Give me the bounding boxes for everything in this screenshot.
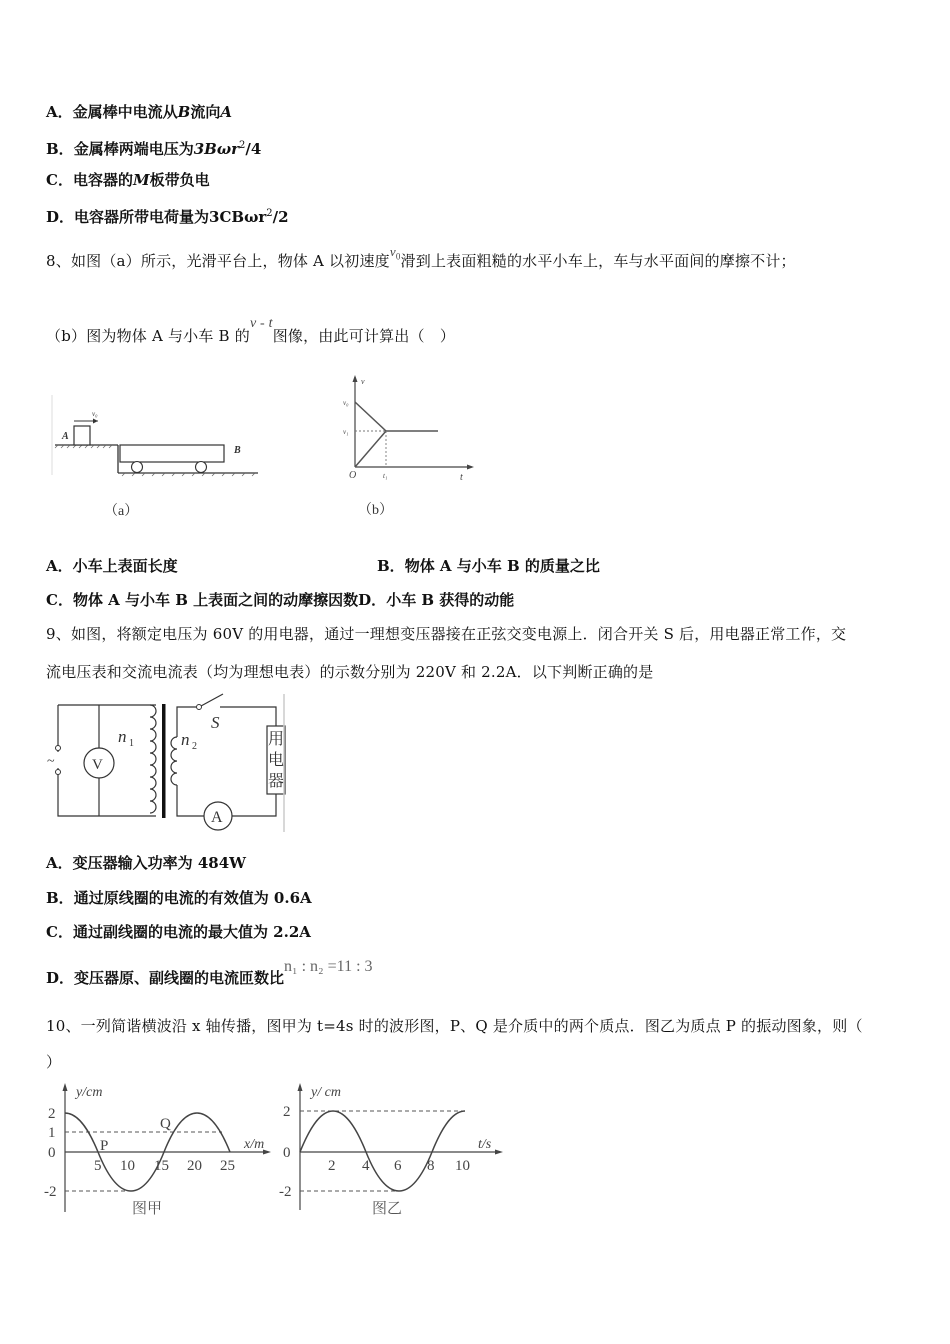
label-n2-sub: 2 (192, 741, 197, 752)
option-label: D． (46, 969, 75, 987)
primary-coil-icon (150, 705, 156, 813)
figure-b-vt-graph (340, 372, 480, 522)
stem-text: 8、如图（a）所示，光滑平台上，物体 A 以初速度 (46, 252, 390, 270)
stem-text: 滑到上表面粗糙的水平小车上，车与水平面间的摩擦不计； (400, 252, 796, 270)
option-label: A． (46, 103, 73, 121)
option-text: 金属棒中电流从 (72, 103, 178, 121)
option-text: 电容器所带电荷量为 (74, 208, 210, 226)
superscript: 2 (266, 208, 273, 219)
q8-stem-line1 (46, 244, 796, 277)
cart-b (120, 445, 224, 462)
svg-text:y/ cm (309, 1085, 341, 1100)
expression: 3Bωr (193, 140, 240, 158)
vibration-graph-yi (275, 1080, 510, 1225)
switch-lever (201, 694, 223, 706)
option-text: 小车上表面长度 (72, 557, 178, 575)
load-char: 电 (268, 750, 285, 769)
caption-yi: 图乙 (372, 1199, 403, 1217)
q8-stem-line2 (46, 316, 456, 348)
y-tick: -2 (44, 1184, 57, 1200)
symbol-b: B (177, 103, 191, 121)
q7-option-c (46, 170, 210, 190)
label-n2: n (181, 730, 190, 749)
label-a: A (62, 431, 69, 442)
transformer-core (162, 704, 166, 818)
x-axis-label: t/s (478, 1137, 492, 1152)
label-n1: n (118, 727, 127, 746)
block-a (74, 426, 90, 445)
q7-option-d (46, 204, 289, 227)
load-char: 器 (268, 771, 285, 790)
svg-text:y/cm (74, 1085, 102, 1100)
point-p-label: P (100, 1138, 109, 1154)
wheel-icon (196, 462, 207, 473)
q7-option-a (46, 102, 232, 122)
caption-a: （a） (104, 504, 139, 519)
wheel-icon (132, 462, 143, 473)
x-tick: 2 (328, 1158, 336, 1174)
option-text: 变压器输入功率为 484W (72, 854, 247, 872)
q9-option-c (46, 922, 311, 942)
option-text: 流向 (190, 103, 221, 121)
v0-symbol (389, 244, 401, 262)
option-text: 电容器的 (72, 171, 133, 189)
q9-stem-line1: 9、如图，将额定电压为 60V 的用电器，通过一理想变压器接在正弦交变电源上．闭合开关 S 后，用电器正常工作，交 (46, 625, 847, 643)
y-tick: 2 (283, 1104, 291, 1120)
option-label: C． (46, 591, 73, 609)
axis-label-t: t (460, 472, 463, 483)
option-label: B． (46, 889, 74, 907)
option-label: B． (377, 557, 405, 575)
q9-option-b (46, 888, 312, 908)
option-text: 物体 A 与小车 B 上表面之间的动摩擦因数 (72, 591, 359, 609)
q8-option-c-d (46, 590, 514, 610)
option-label: B． (46, 140, 74, 158)
option-label: A． (46, 557, 73, 575)
option-label: C． (46, 171, 73, 189)
switch-pivot (197, 705, 202, 710)
x-axis-label: x/m (244, 1137, 265, 1152)
figure-a-diagram (50, 395, 270, 525)
y-axis-label: y/cm (76, 1085, 103, 1100)
y-tick: -2 (279, 1184, 292, 1200)
x-tick: 10 (455, 1158, 470, 1174)
x-tick: 6 (394, 1158, 402, 1174)
caption-jia: 图甲 (132, 1199, 163, 1217)
symbol-m: M (132, 171, 150, 189)
option-text: 板带负电 (149, 171, 210, 189)
option-text: 变压器原、副线圈的电流匝数比 (74, 969, 285, 987)
voltmeter-label: V (92, 757, 103, 773)
label-b: B (234, 445, 241, 456)
x-tick: 10 (120, 1158, 135, 1174)
label-v0: v₀ (92, 410, 98, 418)
ammeter-label: A (211, 809, 223, 826)
q9-option-a (46, 853, 246, 873)
tick-v1: v₁ (343, 428, 349, 436)
option-text: 通过副线圈的电流的最大值为 2.2A (72, 923, 311, 941)
q7-option-b (46, 136, 261, 159)
turns-ratio-math: n₁ : n₂ =11 : 3 (284, 958, 373, 975)
option-label: D． (358, 591, 387, 609)
v-letter: v (389, 244, 396, 259)
option-label: D． (46, 208, 75, 226)
vibration-curve (300, 1111, 465, 1191)
tick-t1: t₁ (383, 472, 388, 480)
q9-option-d (46, 958, 373, 989)
expression-tail: /2 (272, 208, 289, 226)
x-tick: 4 (362, 1158, 370, 1174)
secondary-coil-icon (171, 737, 177, 785)
v-subscript: 0 (395, 251, 401, 262)
stem-text: （b）图为物体 A 与小车 B 的 (46, 327, 250, 345)
load-char: 用 (268, 729, 285, 748)
option-label: A． (46, 854, 73, 872)
superscript: 2 (239, 140, 246, 151)
q10-stem-line2: ） (46, 1053, 62, 1071)
caption-b: （b） (358, 503, 393, 518)
q8-option-a (46, 556, 178, 576)
q10-stem-line1: 10、一列简谐横波沿 x 轴传播，图甲为 t=4s 时的波形图，P、Q 是介质中的两个质点．图乙为质点 P 的振动图象，则（ (46, 1017, 863, 1035)
option-text: 金属棒两端电压为 (73, 140, 194, 158)
expression-tail: /4 (245, 140, 262, 158)
x-tick: 5 (94, 1158, 102, 1174)
x-tick: 25 (220, 1158, 235, 1174)
option-text: 小车 B 获得的动能 (386, 591, 515, 609)
switch-label: S (211, 713, 220, 732)
option-label: C． (46, 923, 73, 941)
origin-label: O (349, 470, 357, 481)
vt-symbol: v - t (249, 316, 273, 331)
x-tick: 15 (154, 1158, 169, 1174)
tick-v0: v₀ (343, 399, 349, 407)
x-tick: 8 (427, 1158, 435, 1174)
symbol-a: A (220, 103, 232, 121)
q8-option-b (377, 556, 600, 576)
ac-source-icon: ~ (47, 754, 55, 769)
option-text: 通过原线圈的电流的有效值为 0.6A (73, 889, 312, 907)
wave-graph-jia (40, 1080, 275, 1225)
x-tick: 20 (187, 1158, 202, 1174)
y-tick: 1 (48, 1125, 56, 1141)
axis-label-v: v (361, 377, 365, 386)
y-tick: 0 (283, 1145, 291, 1161)
expression: 3CBωr (209, 208, 267, 226)
point-q-label: Q (160, 1116, 171, 1132)
y-axis-label: y/ cm (311, 1085, 341, 1100)
stem-text: 图像，由此可计算出（ ） (272, 327, 456, 345)
q9-stem-line2: 流电压表和交流电流表（均为理想电表）的示数分别为 220V 和 2.2A．以下判断正确的是 (46, 663, 654, 681)
label-n1-sub: 1 (129, 738, 134, 749)
option-text: 物体 A 与小车 B 的质量之比 (404, 557, 600, 575)
y-tick: 2 (48, 1106, 56, 1122)
y-tick: 0 (48, 1145, 56, 1161)
transformer-circuit-diagram (46, 692, 296, 837)
